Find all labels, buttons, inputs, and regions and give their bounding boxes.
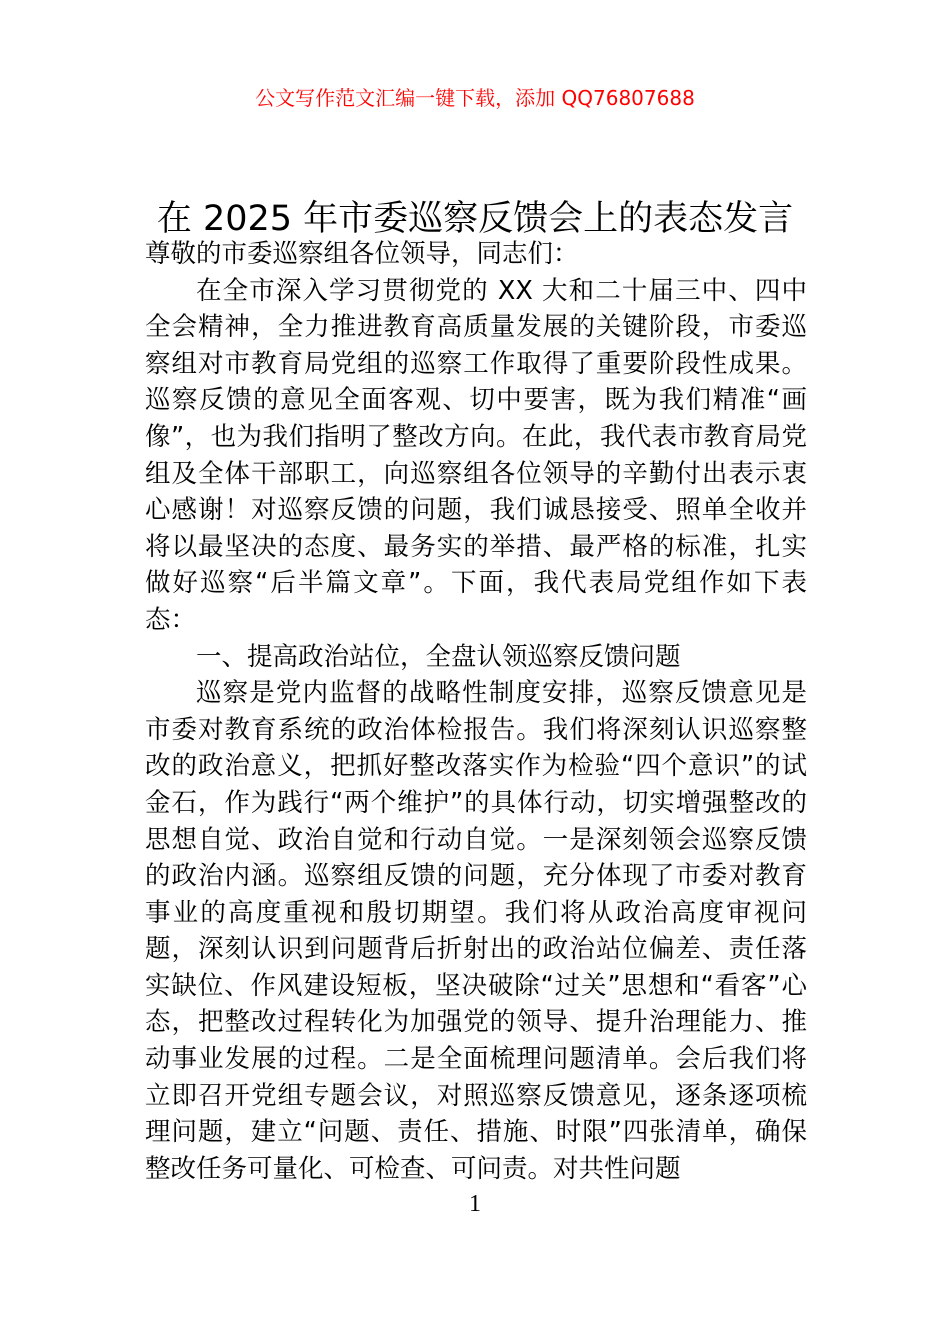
paragraph-intro: 在全市深入学习贯彻党的 XX 大和二十届三中、四中全会精神，全力推进教育高质量发展的关键阶段，市委巡察组对市教育局党组的巡察工作取得了重要阶段性成果。巡察反馈的意见全面客观、切中要害，既为我们精准“画像”，也为我们指明了整改方向。在此，我代表市教育局党组及全体干部职工，向巡察组各位领导的辛勤付出表示衷心感谢！对巡察反馈的问题，我们诚恳接受、照单全收并将以最坚决的态度、最务实的举措、最严格的标准，扎实做好巡察“后半篇文章”。下面，我代表局党组作如下表态：	[145, 275, 807, 635]
page-number: 1	[469, 1191, 481, 1217]
document-body	[145, 236, 807, 1187]
section-heading-1: 一、提高政治站位，全盘认领巡察反馈问题	[196, 641, 681, 672]
document-title: 在 2025 年市委巡察反馈会上的表态发言	[156, 199, 794, 240]
salutation: 尊敬的市委巡察组各位领导，同志们：	[145, 239, 579, 269]
header-note: 公文写作范文汇编一键下载，添加 QQ76807688	[255, 86, 695, 110]
paragraph-section-1: 巡察是党内监督的战略性制度安排，巡察反馈意见是市委对教育系统的政治体检报告。我们将深刻认识巡察整改的政治意义，把抓好整改落实作为检验“四个意识”的试金石，作为践行“两个维护”的具体行动，切实增强整改的思想自觉、政治自觉和行动自觉。一是深刻领会巡察反馈的政治内涵。巡察组反馈的问题，充分体现了市委对教育事业的高度重视和殷切期望。我们将从政治高度审视问题，深刻认识到问题背后折射出的政治站位偏差、责任落实缺位、作风建设短板，坚决破除“过关”思想和“看客”心态，把整改过程转化为加强党的领导、提升治理能力、推动事业发展的过程。二是全面梳理问题清单。会后我们将立即召开党组专题会议，对照巡察反馈意见，逐条逐项梳理问题，建立“问题、责任、措施、时限”四张清单，确保整改任务可量化、可检查、可问责。对共性问题	[145, 678, 807, 1184]
